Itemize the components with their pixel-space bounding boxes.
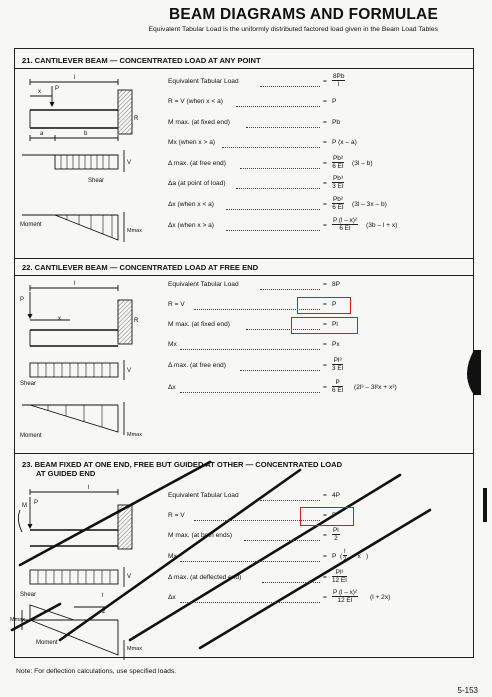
s23-l-label: l bbox=[88, 485, 90, 491]
annotation-box-guided-r-equals-p bbox=[300, 507, 354, 526]
s22-P-label: P bbox=[20, 297, 25, 303]
deflection-note: Note: For deflection calculations, use specified loads. bbox=[16, 668, 177, 675]
s23-shear-label: Shear bbox=[20, 592, 37, 598]
section-23-title-line1: 23. BEAM FIXED AT ONE END, FREE BUT GUIDED AT OTHER — CONCENTRATED LOAD bbox=[22, 460, 343, 469]
page-title: BEAM DIAGRAMS AND FORMULAE bbox=[169, 6, 438, 23]
s21-P-label: P bbox=[55, 86, 60, 92]
s23-l2-label: l bbox=[102, 593, 104, 599]
s22-V-label: V bbox=[127, 368, 132, 374]
s22-R-label: R bbox=[134, 318, 139, 324]
s23-M-label: M bbox=[22, 503, 27, 509]
s22-l-label: l bbox=[74, 281, 76, 287]
s21-mmax-label: Mmax bbox=[127, 228, 142, 234]
s21-shear-label: Shear bbox=[88, 178, 105, 184]
s21-moment-label: Moment bbox=[20, 222, 42, 228]
s21-V-label: V bbox=[127, 160, 132, 166]
s23-P-label: P bbox=[34, 500, 39, 506]
section-23-title-line2: AT GUIDED END bbox=[36, 469, 96, 478]
s23-V-label: V bbox=[127, 574, 132, 580]
s22-x-label: x bbox=[58, 316, 61, 322]
section-22-title: 22. CANTILEVER BEAM — CONCENTRATED LOAD AT FREE END bbox=[22, 263, 259, 272]
s23-mmax-label: Mmax bbox=[127, 646, 142, 652]
s22-mmax-label: Mmax bbox=[127, 432, 142, 438]
annotation-box-r-equals-p bbox=[297, 297, 351, 314]
annotation-box-m-max-pl bbox=[291, 317, 358, 334]
s21-a-label: a bbox=[40, 131, 44, 137]
s22-moment-label: Moment bbox=[20, 433, 42, 439]
s23-l2-den: 2 bbox=[102, 609, 106, 615]
s21-l-label: l bbox=[74, 75, 76, 81]
s21-R-label: R bbox=[134, 116, 139, 122]
page-subtitle: Equivalent Tabular Load is the uniformly distributed factored load given in the Beam Load Tables bbox=[148, 26, 438, 33]
s22-shear-label: Shear bbox=[20, 381, 37, 387]
page-number: 5-153 bbox=[457, 686, 478, 695]
s23-moment-label: Moment bbox=[36, 640, 58, 646]
section-21-title: 21. CANTILEVER BEAM — CONCENTRATED LOAD AT ANY POINT bbox=[22, 56, 261, 65]
s21-x-label: x bbox=[38, 89, 41, 95]
s23-mmax-left-label: Mmax bbox=[10, 617, 25, 623]
s21-b-label: b bbox=[84, 131, 88, 137]
